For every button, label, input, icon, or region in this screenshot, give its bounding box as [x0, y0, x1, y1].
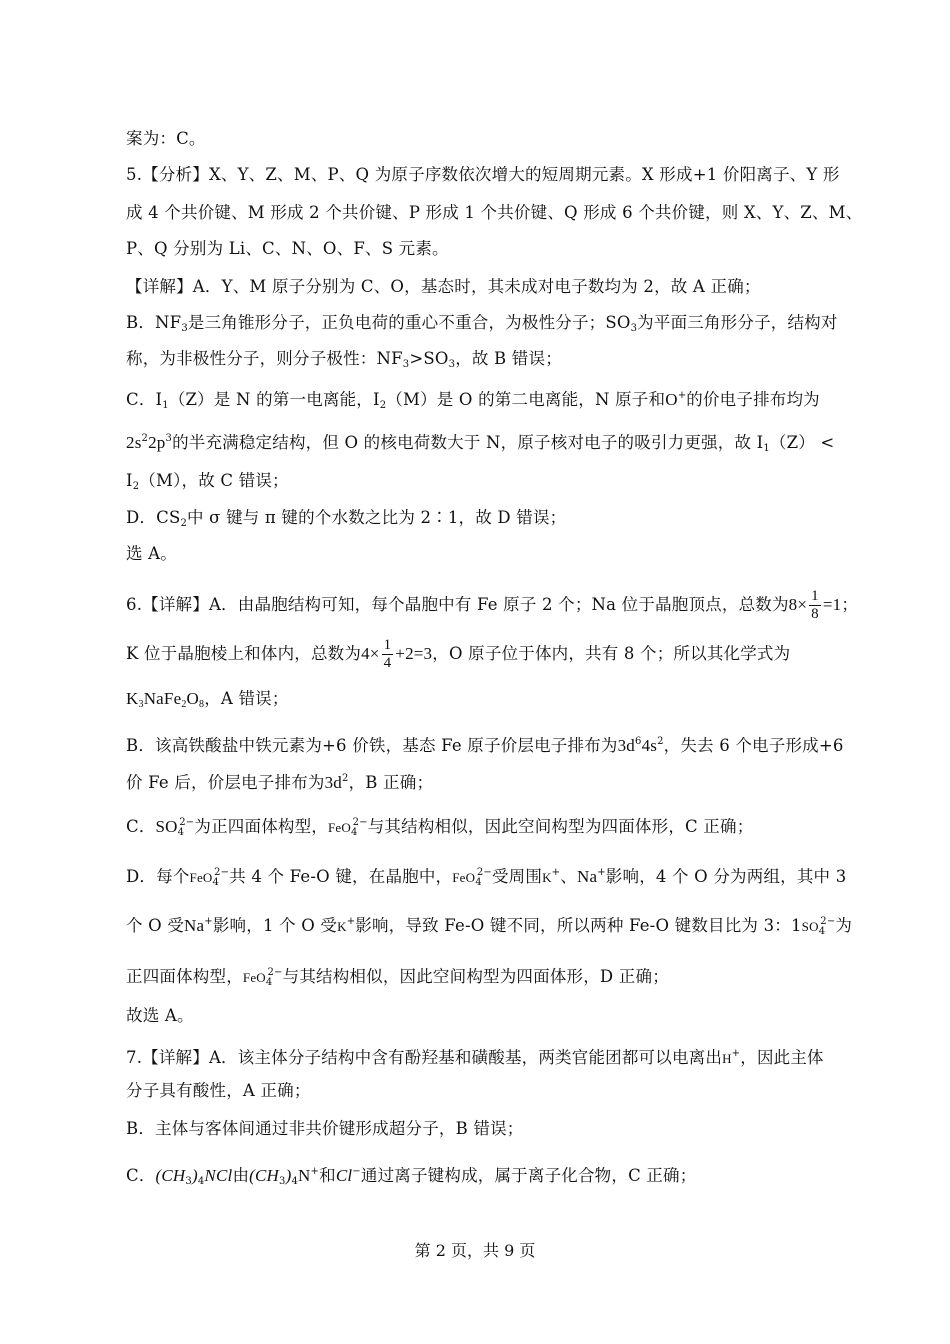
- q6-detail-b-line-1: B．该高铁酸盐中铁元素为+6 价铁，基态 Fe 原子价层电子排布为$3d^64s^2$，失去 6 个电子形成+6: [126, 736, 844, 755]
- fraction-one-eighth: $\frac{1}{8}$: [811, 588, 819, 622]
- q5-detail-b-line-1: B．$NF_3$是三角锥形分子，正负电荷的重心不重合，为极性分子；$SO_3$为平面三角形分子，结构对: [126, 313, 838, 334]
- answer-line: 案为：C。: [126, 129, 206, 148]
- q5-analysis-line-2: 成 4 个共价键、M 形成 2 个共价键、P 形成 1 个共价键、Q 形成 6 个共价键，则 X、Y、Z、M、: [126, 203, 863, 222]
- q5-analysis-line-3: P、Q 分别为 Li、C、N、O、F、S 元素。: [126, 239, 449, 258]
- q6-detail-a-line-2: K 位于晶胞棱上和体内，总数为4× $\frac{1}{4}$ +2=3，O 原子位于体内，共有 8 个；所以其化学式为: [126, 637, 791, 671]
- q5-detail-c-line-3: $I_2(M)$，故 C 错误；: [126, 471, 289, 492]
- q6-detail-a-line-3: $K_3NaFe_2O_8$，A 错误；: [126, 689, 289, 710]
- page-footer: 第 2 页，共 9 页: [414, 1241, 536, 1260]
- q6-detail-a-line-1: 6.【详解】A．由晶胞结构可知，每个晶胞中有 Fe 原子 2 个；Na 位于晶胞顶点，总数为8× $\frac{1}{8}$ =1；: [126, 588, 859, 622]
- q5-analysis-line-1: 5.【分析】X、Y、Z、M、P、Q 为原子序数依次增大的短周期元素。X 形成+1 价阳离子、Y 形: [126, 165, 840, 184]
- formula-k3nafe2o8: $K_3NaFe_2O_8$: [126, 689, 205, 710]
- fraction-one-quarter: $\frac{1}{4}$: [383, 637, 392, 671]
- q7-detail-a-line-1: 7.【详解】A．该主体分子结构中含有酚羟基和磺酸基，两类官能团都可以电离出H+，因此主体: [126, 1048, 824, 1067]
- q7-detail-b: B．主体与客体间通过非共价键形成超分子，B 错误；: [126, 1119, 524, 1138]
- q6-conclusion: 故选 A。: [126, 1006, 194, 1025]
- q6-detail-d-line-2: 个 O 受Na+影响，1 个 O 受K+影响，导致 Fe-O 键不同，所以两种 Fe-O 键数目比为 3：$1SO_4^{2-}$为: [126, 916, 853, 937]
- q6-detail-d-line-1: D．每个FeO$_4^{2-}$共 4 个 Fe-O 键，在晶胞中，FeO$_4^{2-}$受周围K+、Na+影响，4 个 O 分为两组，其中 3: [126, 867, 847, 888]
- q5-detail-a: 【详解】A．Y、M 原子分别为 C、O，基态时，其未成对电子数均为 2，故 A 正确；: [126, 277, 761, 296]
- q5-detail-c-line-1: C．$I_1(Z)$是 N 的第一电离能，$I_2(M)$是 O 的第二电离能，N 原子和O+的价电子排布均为: [126, 390, 820, 411]
- q6-detail-b-line-2: 价 Fe 后，价层电子排布为$3d^2$，B 正确；: [126, 773, 434, 792]
- q5-detail-d: D．$CS_2$中 σ 键与 π 键的个水数之比为 2∶1，故 D 错误；: [126, 508, 567, 529]
- q5-detail-b-line-2: 称，为非极性分子，则分子极性：$NF_3>SO_3$，故 B 错误；: [126, 349, 562, 370]
- q5-conclusion: 选 A。: [126, 544, 177, 563]
- q6-detail-d-line-3: 正四面体构型，FeO$_4^{2-}$与其结构相似，因此空间构型为四面体形，D 正确；: [126, 967, 669, 988]
- q7-detail-a-line-2: 分子具有酸性，A 正确；: [126, 1081, 311, 1100]
- q7-detail-c: C．$(CH_3)_4NCl$由$(CH_3)_4N^+$和Cl−通过离子键构成，属于离子化合物，C 正确；: [126, 1166, 697, 1187]
- q5-detail-c-line-2: $2s^22p^3$的半充满稳定结构，但 O 的核电荷数大于 N，原子核对电子的吸引力更强，故 $I_1(Z)$ <: [126, 433, 835, 454]
- q6-detail-c: C．$SO_4^{2-}$为正四面体构型，FeO$_4^{2-}$与其结构相似，因此空间构型为四面体形，C 正确；: [126, 817, 754, 838]
